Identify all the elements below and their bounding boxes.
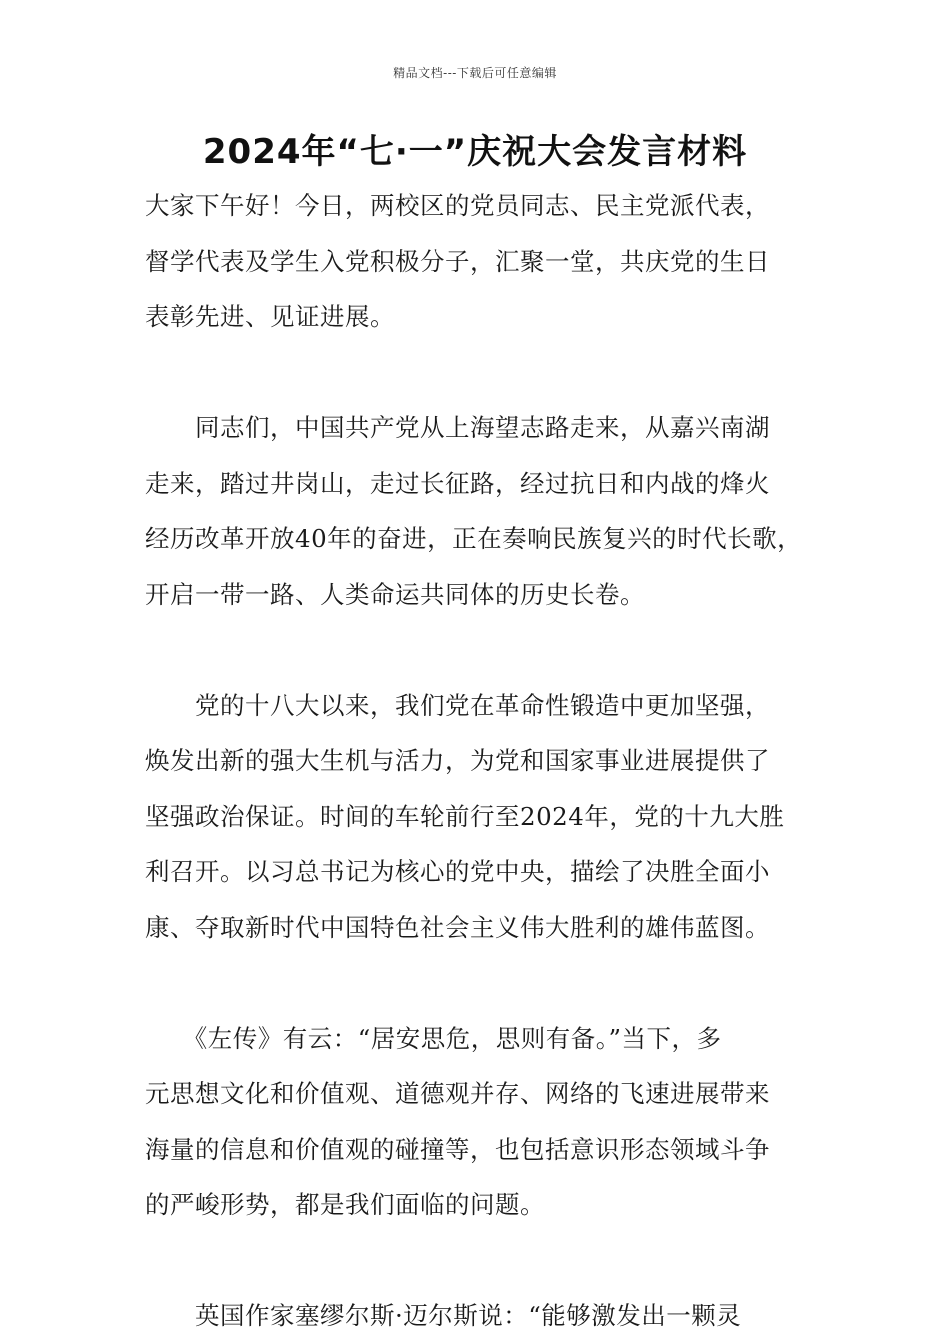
paragraph-greeting: 大家下午好！今日，两校区的党员同志、民主党派代表， 督学代表及学生入党积极分子，汇聚一堂，共庆党的生日 表彰先进、见证进展。 [145,191,770,331]
paragraph-zuozhuan: 《左传》有云：“居安思危，思则有备。”当下，多 元思想文化和价值观、道德观并存、网络的飞速进展带来 海量的信息和价值观的碰撞等，也包括意识形态领域斗争 的严峻形势，都是我们面临的问题。 [145,1023,770,1219]
paragraph-history: 同志们，中国共产党从上海望志路走来，从嘉兴南湖 走来，踏过井岗山，走过长征路，经过抗日和内战的烽火 经历改革开放40年的奋进，正在奏响民族复兴的时代长歌， 开启一带一路、人类命运共同体的历史长卷。 [145,413,803,609]
paragraph-gap [145,1233,835,1289]
paragraph-samuel-smiles: 英国作家塞缪尔斯·迈尔斯说：“能够激发出一颗灵 [145,1301,742,1330]
paragraph-gap [145,622,835,678]
paragraph-gap [145,955,835,1011]
header-note: 精品文档---下载后可任意编辑 [393,66,557,80]
paragraph-eighteenth-congress: 党的十八大以来，我们党在革命性锻造中更加坚强， 焕发出新的强大生机与活力，为党和国家事业进展提供了 坚强政治保证。时间的车轮前行至2024年，党的十九大胜 利召开。以习总书记为核心的党中央，描绘了决胜全面小 康、夺取新时代中国特色社会主义伟大胜利的雄伟蓝图。 [145,690,785,942]
document-body [145,178,835,1344]
paragraph-gap [145,345,835,401]
document-title: 2024年“七·一”庆祝大会发言材料 [202,132,748,172]
